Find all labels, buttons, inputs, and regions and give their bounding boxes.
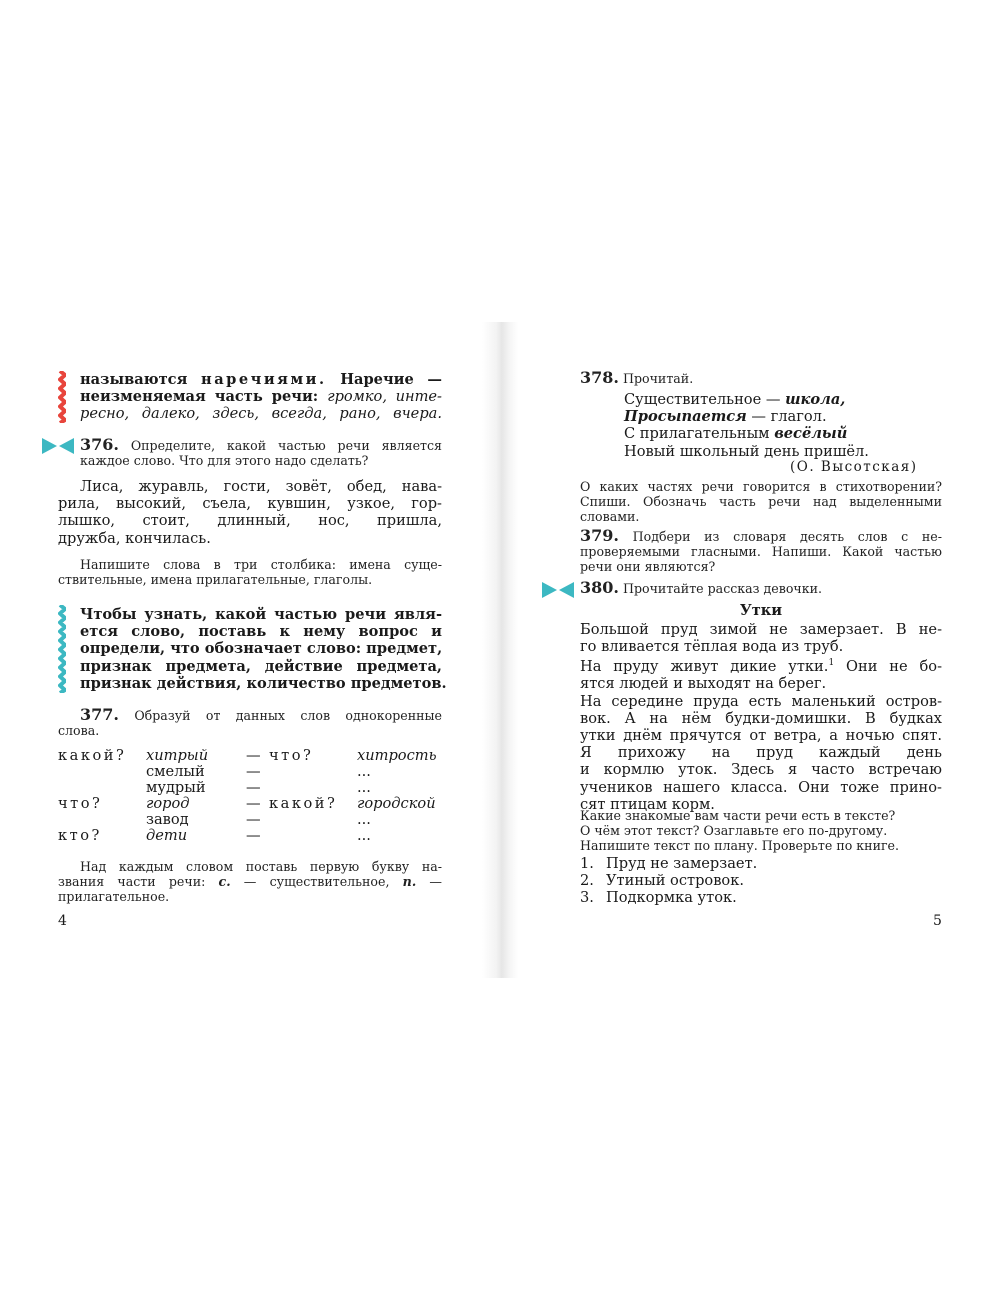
exercise-380-questions: Какие знакомые вам части речи есть в тексте? О чём этот текст? Озаглавьте его по-другому. Напишите текст по плану. Проверьте по книге. [580,808,900,853]
bowtie-icon [42,438,74,454]
exercise-number: 378. [580,368,619,387]
exercise-376-text: Лиса, журавль, гости, зовёт, обед, нава- рила, высокий, съела, кувшин, узкое, гор- лышко, стоит, длинный, нос, пришла, дружба, кончилась. [58,478,442,547]
question-label: какой? [58,747,127,764]
result-word: хитрость [357,747,437,764]
footnote-mark: 1 [828,658,835,669]
rule-adverb: называются наречиями. Наречие — неизменяемая часть речи: громко, инте- ресно, далеко, здесь, всегда, рано, вчера. [80,371,442,423]
page-number-right: 5 [933,913,942,929]
bowtie-icon [542,582,574,598]
exercise-378: 378. Прочитай. [580,368,694,387]
placeholder-dots: ... [357,779,371,796]
dash: — [246,763,261,780]
exercise-377-instruction: Над каждым словом поставь первую букву на- звания части речи: с. — существительное, п. — прилагательное. [58,859,442,904]
word-formation-table [58,748,448,844]
exercise-377: 377. Образуй от данных слов однокоренные слова. [58,705,442,738]
source-word: хитрый [146,747,209,764]
question-label: что? [269,747,314,764]
source-word: завод [146,811,189,828]
exercise-number: 379. [580,526,619,545]
right-page [500,0,1000,1300]
question-label: кто? [58,827,102,844]
poem-author: (О. Высотская) [790,459,918,475]
teal-rule-bar [58,605,66,693]
result-word: городской [357,795,436,812]
exercise-379: 379. Подбери из словаря десять слов с не- проверяемыми гласными. Напиши. Какой частью речи они являются? [580,526,942,574]
rule-parts-of-speech: Чтобы узнать, какой частью речи явля- ется слово, поставь к нему вопрос и определи, что обозначает слово: предмет, признак предмета, действие предмета, признак действия, количество предметов. [80,606,447,692]
placeholder-dots: ... [357,827,371,844]
red-rule-bar [58,371,66,423]
exercise-376: 376. Определите, какой частью речи является каждое слово. Что для этого надо сделать? [80,435,442,468]
question-label: что? [58,795,103,812]
exercise-376-instruction: Напишите слова в три столбика: имена суще- ствительные, имена прилагательные, глаголы. [58,557,442,587]
list-item: 3. Подкормка уток. [580,889,737,907]
dash: — [246,827,261,844]
page-number-left: 4 [58,913,67,929]
placeholder-dots: ... [357,811,371,828]
left-page [0,0,498,1300]
dash: — [246,795,261,812]
exercise-number: 377. [80,705,119,724]
exercise-378-instruction: О каких частях речи говорится в стихотворении? Спиши. Обозначь часть речи над выделенными словами. [580,479,942,524]
question-label: какой? [269,795,338,812]
story-title: Утки [739,602,783,619]
source-word: город [146,795,190,812]
poem: Существительное — школа, Просыпается — глагол. С прилагательным весёлый Новый школьный день пришёл. [624,391,869,460]
exercise-380: 380. Прочитайте рассказ девочки. [580,578,823,597]
list-item: 2. Утиный островок. [580,872,744,890]
source-word: мудрый [146,779,206,796]
exercise-number: 380. [580,578,619,597]
story-plan [580,855,942,907]
story-text: Большой пруд зимой не замерзает. В не- го вливается тёплая вода из труб. На пруду живут дикие утки.$^1$ Они не бо- ятся людей и выходят на берег. На середине пруда есть маленький остров- вок. А на нём будки-домишки. В будках утки днём прячутся от ветра, а ночью спят. Я прихожу на пруд каждый день и кормлю уток. Здесь я часто встречаю учеников нашего класса. Они тоже прино- сят птицам корм. [580,621,943,813]
source-word: дети [146,827,188,844]
placeholder-dots: ... [357,763,371,780]
dash: — [246,811,261,828]
exercise-number: 376. [80,435,119,454]
list-item: 1. Пруд не замерзает. [580,855,758,872]
source-word: смелый [146,763,205,780]
dash: — [246,779,261,796]
dash: — [246,747,261,764]
